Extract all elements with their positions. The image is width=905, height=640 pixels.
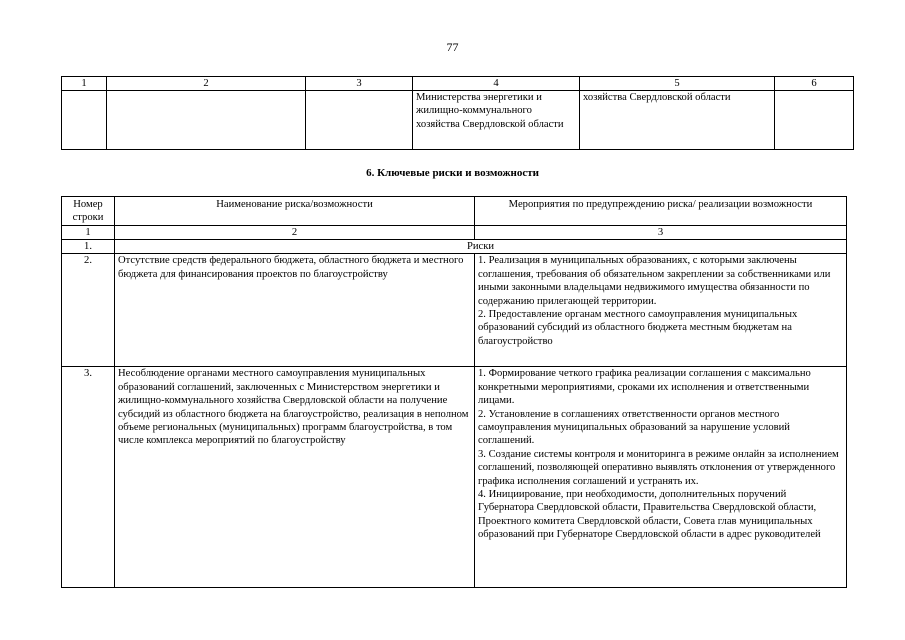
header-row: [62, 197, 847, 226]
column-number: 4: [413, 77, 580, 91]
row-number: 3.: [62, 367, 115, 588]
measure-item: 3. Создание системы контроля и мониторинга в режиме онлайн за исполнением соглашений, позволяющей оперативно выявлять отклонения от утвержденного графика исполнения соглашений и устранять их.: [478, 448, 839, 487]
column-number: 2: [107, 77, 306, 91]
column-number-row: [62, 77, 854, 91]
risk-text: Отсутствие средств федерального бюджета, областного бюджета и местного бюджета для финансирования проектов по благоустройству: [115, 254, 475, 367]
table-cell: [107, 91, 306, 150]
column-number: 2: [115, 226, 475, 240]
row-number: 1.: [62, 240, 115, 254]
column-number: 3: [306, 77, 413, 91]
table-row: [62, 91, 854, 150]
measure-item: 2. Установление в соглашениях ответственности органов местного самоуправления муниципальных образований за нарушение условий соглашений.: [478, 408, 790, 447]
column-number-row: [62, 226, 847, 240]
table-row: [62, 254, 847, 367]
row-number: 2.: [62, 254, 115, 367]
table-cell: Министерства энергетики и жилищно-коммунального хозяйства Свердловской области: [413, 91, 580, 150]
table-cell: хозяйства Свердловской области: [580, 91, 775, 150]
page-number: 77: [446, 40, 459, 54]
table-row: [62, 367, 847, 588]
column-number: 6: [775, 77, 854, 91]
table-cell: [775, 91, 854, 150]
table-cell: [306, 91, 413, 150]
group-row: [62, 240, 847, 254]
table-cell: [62, 91, 107, 150]
column-number: 1: [62, 226, 115, 240]
measures-cell: [475, 367, 847, 588]
column-number: 5: [580, 77, 775, 91]
measure-item: 2. Предоставление органам местного самоуправления муниципальных образований субсидий из областного бюджета местным бюджетам на благоустройство: [478, 309, 798, 347]
column-number: 3: [475, 226, 847, 240]
header-row-number: Номер строки: [62, 197, 115, 226]
continuation-table: [61, 76, 854, 150]
measure-item: 1. Реализация в муниципальных образованиях, с которыми заключены соглашения, требования об обязательном закреплении за собственниками или иными законными владельцами недвижимого имущества обязанности по содержанию прилегающей территории.: [478, 255, 831, 307]
section-title: 6. Ключевые риски и возможности: [366, 167, 539, 179]
measure-item: 1. Формирование четкого графика реализации соглашения с максимально конкретными мероприятиями, сроками их исполнения и ответственными лицами.: [478, 368, 811, 407]
risks-table: [61, 196, 847, 588]
measures-cell: [475, 254, 847, 367]
header-risk-name: Наименование риска/возможности: [115, 197, 475, 226]
column-number: 1: [62, 77, 107, 91]
header-measures: Мероприятия по предупреждению риска/ реализации возможности: [475, 197, 847, 226]
risk-text: Несоблюдение органами местного самоуправления муниципальных образований соглашений, заключенных с Министерством энергетики и жилищно-коммунального хозяйства Свердловской области на получение субсидий из областного бюджета на благоустройство, реализация в неполном объеме региональных (муниципальных) программ благоустройства, в том числе комплекса мероприятий по благоустройству: [115, 367, 475, 588]
group-label: Риски: [115, 240, 847, 254]
measure-item: 4. Инициирование, при необходимости, дополнительных поручений Губернатора Свердловской области, Правительства Свердловской области, Проектного комитета Свердловской области, Совета глав муниципальных образований при Губернаторе Свердловской области в адрес руководителей: [478, 489, 821, 541]
